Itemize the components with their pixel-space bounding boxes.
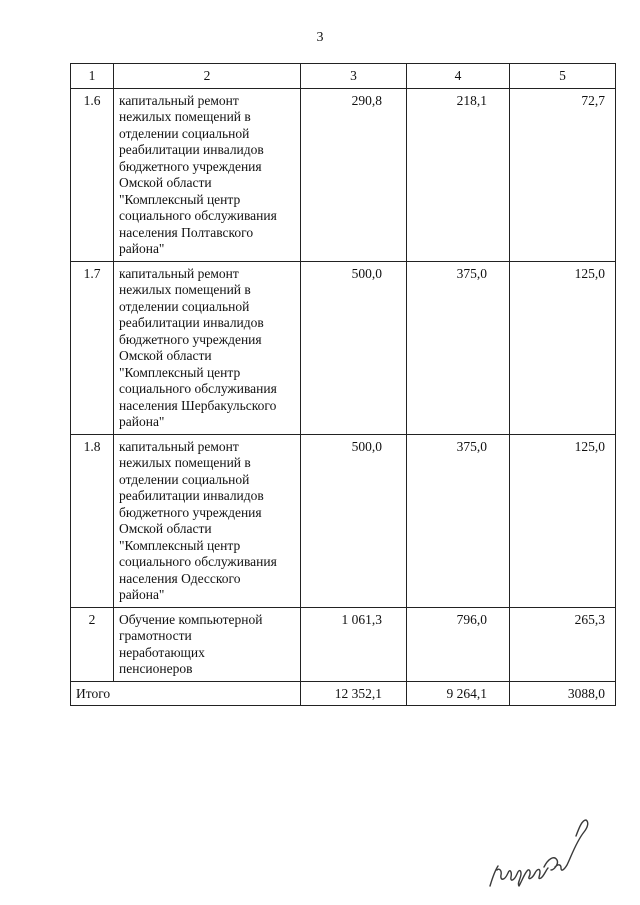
row-number: 2 <box>71 607 114 681</box>
total-value-col5: 3088,0 <box>510 681 616 706</box>
row-value-col3: 500,0 <box>301 434 407 607</box>
row-value-col4: 375,0 <box>407 434 510 607</box>
row-value-col3: 1 061,3 <box>301 607 407 681</box>
row-description: Обучение компьютерной грамотности неработающих пенсионеров <box>114 607 301 681</box>
header-cell-5: 5 <box>510 64 616 89</box>
table-row <box>71 607 616 681</box>
row-description: капитальный ремонт нежилых помещений в отделении социальной реабилитации инвалидов бюджетного учреждения Омской области "Комплексный центр социального обслуживания населения Шербакульского района" <box>114 261 301 434</box>
page-number: 3 <box>316 30 324 45</box>
total-value-col3: 12 352,1 <box>301 681 407 706</box>
row-value-col4: 796,0 <box>407 607 510 681</box>
header-cell-2: 2 <box>114 64 301 89</box>
total-row <box>71 681 616 706</box>
row-number: 1.7 <box>71 261 114 434</box>
row-number: 1.6 <box>71 88 114 261</box>
row-value-col3: 500,0 <box>301 261 407 434</box>
row-value-col4: 375,0 <box>407 261 510 434</box>
row-value-col4: 218,1 <box>407 88 510 261</box>
row-value-col5: 265,3 <box>510 607 616 681</box>
handwritten-signature <box>484 812 594 892</box>
total-value-col4: 9 264,1 <box>407 681 510 706</box>
table-row <box>71 434 616 607</box>
row-description: капитальный ремонт нежилых помещений в отделении социальной реабилитации инвалидов бюджетного учреждения Омской области "Комплексный центр социального обслуживания населения Одесского района" <box>114 434 301 607</box>
total-label: Итого <box>71 681 301 706</box>
table-header-row <box>71 64 616 89</box>
row-value-col5: 72,7 <box>510 88 616 261</box>
header-cell-4: 4 <box>407 64 510 89</box>
row-value-col5: 125,0 <box>510 261 616 434</box>
row-value-col3: 290,8 <box>301 88 407 261</box>
budget-table <box>70 63 616 706</box>
row-value-col5: 125,0 <box>510 434 616 607</box>
header-cell-3: 3 <box>301 64 407 89</box>
row-number: 1.8 <box>71 434 114 607</box>
table-row <box>71 88 616 261</box>
table-row <box>71 261 616 434</box>
row-description: капитальный ремонт нежилых помещений в отделении социальной реабилитации инвалидов бюджетного учреждения Омской области "Комплексный центр социального обслуживания населения Полтавского района" <box>114 88 301 261</box>
header-cell-1: 1 <box>71 64 114 89</box>
